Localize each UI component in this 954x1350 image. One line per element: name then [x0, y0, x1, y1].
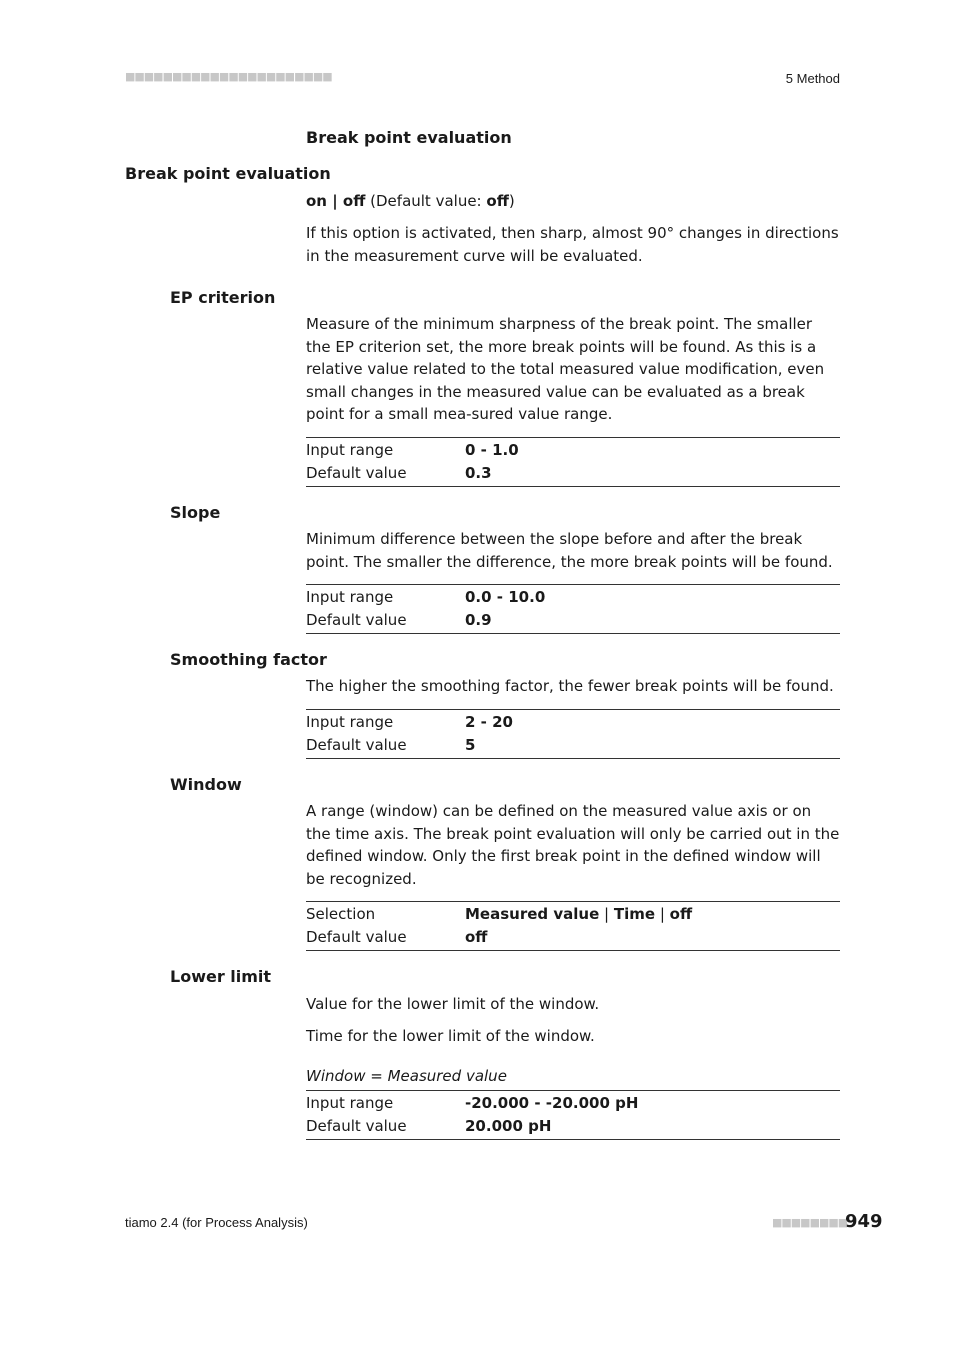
break-point-description: If this option is activated, then sharp, almost 90° changes in directions in the measurement curve will be evaluated.: [306, 224, 839, 265]
lower-limit-table: [306, 1090, 840, 1140]
smoothing-description: The higher the smoothing factor, the fewer break points will be found.: [306, 677, 834, 695]
param-title-window: Window: [170, 775, 242, 794]
row-label: Selection: [306, 905, 376, 923]
default-value: off: [486, 192, 509, 210]
page-number: 949: [845, 1211, 883, 1232]
param-title-break-point: Break point evaluation: [125, 164, 331, 183]
window-table: [306, 901, 840, 951]
table-row: [306, 926, 840, 949]
row-label: Input range: [306, 441, 394, 459]
on-off-separator: |: [326, 192, 343, 210]
table-row: [306, 903, 840, 926]
row-value: 0.0 - 10.0: [465, 588, 546, 606]
row-label: Input range: [306, 713, 394, 731]
row-label: Default value: [306, 1116, 407, 1135]
param-title-ep-criterion: EP criterion: [170, 288, 276, 307]
row-value: off: [465, 927, 488, 946]
lower-limit-description-time: Time for the lower limit of the window.: [306, 1027, 595, 1045]
footer-product: tiamo 2.4 (for Process Analysis): [125, 1215, 308, 1230]
table-row: [306, 609, 840, 632]
slope-table: [306, 584, 840, 634]
lower-limit-description-value: Value for the lower limit of the window.: [306, 995, 600, 1013]
ep-criterion-table: [306, 437, 840, 487]
option-separator: |: [655, 905, 670, 923]
default-suffix: ): [508, 192, 515, 210]
option-measured-value: Measured value: [465, 905, 600, 923]
table-row: [306, 462, 840, 485]
lower-limit-subcaption: Window = Measured value: [306, 1067, 507, 1085]
param-title-slope: Slope: [170, 503, 221, 522]
table-row: [306, 586, 840, 609]
footer-decoration: ■■■■■■■■: [772, 1216, 848, 1229]
row-value: 5: [465, 735, 476, 754]
header-decoration: ■■■■■■■■■■■■■■■■■■■■■■: [125, 70, 332, 83]
table-row: [306, 1092, 840, 1115]
smoothing-table: [306, 709, 840, 759]
option-off: off: [669, 905, 693, 923]
section-title: Break point evaluation: [306, 128, 512, 147]
row-label: Default value: [306, 463, 407, 482]
param-title-smoothing-factor: Smoothing factor: [170, 650, 327, 669]
table-row: [306, 734, 840, 757]
row-label: Input range: [306, 1094, 394, 1112]
on-off-line: [306, 190, 840, 213]
row-value: 0 - 1.0: [465, 441, 519, 459]
row-value: 20.000 pH: [465, 1116, 552, 1135]
table-row: [306, 711, 840, 734]
row-value: -20.000 - -20.000 pH: [465, 1094, 639, 1112]
off-option: off: [342, 192, 366, 210]
slope-description: Minimum difference between the slope before and after the break point. The smaller the difference, the more break points will be found.: [306, 530, 833, 571]
table-row: [306, 1115, 840, 1138]
option-time: Time: [613, 905, 656, 923]
on-option: on: [306, 192, 327, 210]
row-value: 2 - 20: [465, 713, 513, 731]
row-label: Default value: [306, 927, 407, 946]
option-separator: |: [599, 905, 614, 923]
window-description: A range (window) can be defined on the measured value axis or on the time axis. The break point evaluation will only be carried out in the defined window. Only the first break point in the defined window will be recognized.: [306, 802, 840, 888]
row-label: Input range: [306, 588, 394, 606]
table-row: [306, 439, 840, 462]
chapter-label: 5 Method: [785, 71, 840, 86]
selection-options: [465, 903, 692, 926]
default-prefix: (Default value:: [365, 192, 487, 210]
param-title-lower-limit: Lower limit: [170, 967, 272, 986]
row-value: 0.3: [465, 463, 492, 482]
row-label: Default value: [306, 610, 407, 629]
row-value: 0.9: [465, 610, 492, 629]
ep-criterion-description: Measure of the minimum sharpness of the break point. The smaller the EP criterion set, the more break points will be found. As this is a relative value related to the total measured value modification, even small changes in the measured value can be evaluated as a break point for a small mea-sured value range.: [306, 315, 825, 423]
row-label: Default value: [306, 735, 407, 754]
